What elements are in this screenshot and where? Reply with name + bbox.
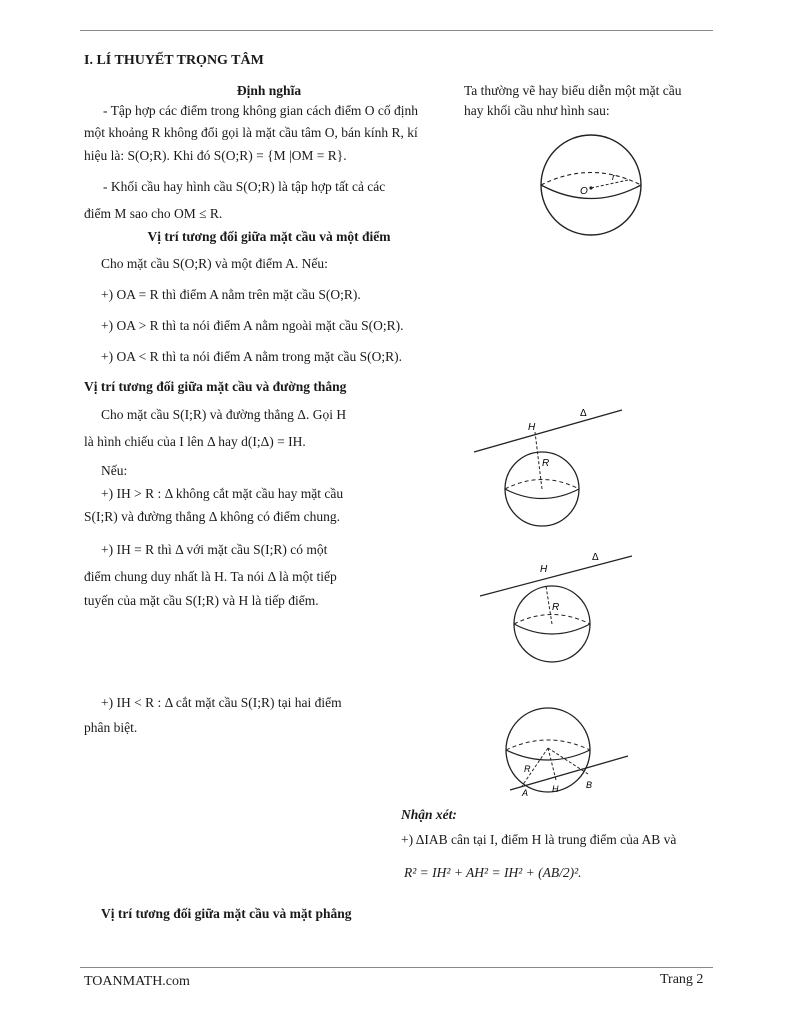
fig2-r-label: R xyxy=(552,602,560,613)
line-case3-2: phân biệt. xyxy=(84,720,138,735)
line-case1-2: S(I;R) và đường thẳng Δ không có điểm chung. xyxy=(84,509,340,524)
line-section-heading: Vị trí tương đối giữa mặt cầu và đường thẳng xyxy=(84,379,347,394)
point-section-heading: Vị trí tương đối giữa mặt cầu và một điểm xyxy=(147,229,391,244)
fig3-h-label: H xyxy=(552,784,559,794)
fig3-r-label: R xyxy=(524,764,531,774)
footer-site: TOANMATH.com xyxy=(84,974,190,989)
secant-figure xyxy=(486,702,636,800)
section-title: I. LÍ THUYẾT TRỌNG TÂM xyxy=(84,53,264,68)
fig2-h-label: H xyxy=(540,564,548,575)
line-intro-1: Cho mặt cầu S(I;R) và đường thẳng Δ. Gọi H xyxy=(101,407,347,422)
ball-definition-line-1: - Khối cầu hay hình cầu S(O;R) là tập hợp tất cả các xyxy=(103,179,386,194)
point-case-outside: +) OA > R thì ta nói điểm A nằm ngoài mặt cầu S(O;R). xyxy=(101,318,404,333)
tangent-figure xyxy=(476,548,636,668)
line-case1-1: +) IH > R : Δ không cắt mặt cầu hay mặt cầu xyxy=(101,486,344,501)
line-case2-3: tuyến của mặt cầu S(I;R) và H là tiếp điểm. xyxy=(84,593,319,608)
line-case3-1: +) IH < R : Δ cắt mặt cầu S(I;R) tại hai điểm xyxy=(101,695,342,710)
definition-line-2: một khoảng R không đổi gọi là mặt cầu tâm O, bán kính R, kí xyxy=(84,125,418,140)
definition-heading: Định nghĩa xyxy=(236,83,302,98)
point-case-inside: +) OA < R thì ta nói điểm A nằm trong mặt cầu S(O;R). xyxy=(101,349,402,364)
header-rule xyxy=(80,30,713,31)
remark-title: Nhận xét: xyxy=(401,807,457,822)
footer-rule xyxy=(80,967,713,968)
fig2-delta-label: Δ xyxy=(592,552,599,563)
point-case-on: +) OA = R thì điểm A nằm trên mặt cầu S(O;R). xyxy=(101,287,361,302)
fig3-b-label: B xyxy=(586,780,593,790)
line-case2-1: +) IH = R thì Δ với mặt cầu S(I;R) có một xyxy=(101,542,328,557)
remark-line-1: +) ΔIAB cân tại I, điểm H là trung điểm của AB và xyxy=(401,832,677,847)
remark-formula: R² = IH² + AH² = IH² + (AB/2)². xyxy=(404,865,582,880)
sphere-figure xyxy=(536,130,646,240)
point-section-intro: Cho mặt cầu S(O;R) và một điểm A. Nếu: xyxy=(101,256,328,271)
fig1-r-label: R xyxy=(542,458,550,469)
sphere-radius-label: r xyxy=(612,172,615,182)
definition-line-3: hiệu là: S(O;R). Khi đó S(O;R) = {M |OM = R}. xyxy=(84,148,347,163)
sphere-note-line-1: Ta thường vẽ hay biểu diễn một mặt cầu xyxy=(464,83,682,98)
line-outside-figure xyxy=(470,404,630,529)
line-intro-2: là hình chiếu của I lên Δ hay d(I;Δ) = IH. xyxy=(84,434,306,449)
line-case2-2: điểm chung duy nhất là H. Ta nói Δ là một tiếp xyxy=(84,569,337,584)
sphere-note-line-2: hay khối cầu như hình sau: xyxy=(464,103,610,118)
fig1-h-label: H xyxy=(528,422,536,433)
definition-line-1: - Tập hợp các điểm trong không gian cách điểm O cố định xyxy=(103,103,419,118)
fig3-a-label: A xyxy=(522,788,529,798)
ball-definition-line-2: điểm M sao cho OM ≤ R. xyxy=(84,206,223,221)
footer-page-number: Trang 2 xyxy=(660,972,704,987)
line-if-label: Nếu: xyxy=(101,463,128,478)
sphere-center-label: O xyxy=(580,186,588,197)
plane-section-heading: Vị trí tương đối giữa mặt cầu và mặt phẳng xyxy=(101,906,352,921)
fig1-delta-label: Δ xyxy=(580,408,587,419)
